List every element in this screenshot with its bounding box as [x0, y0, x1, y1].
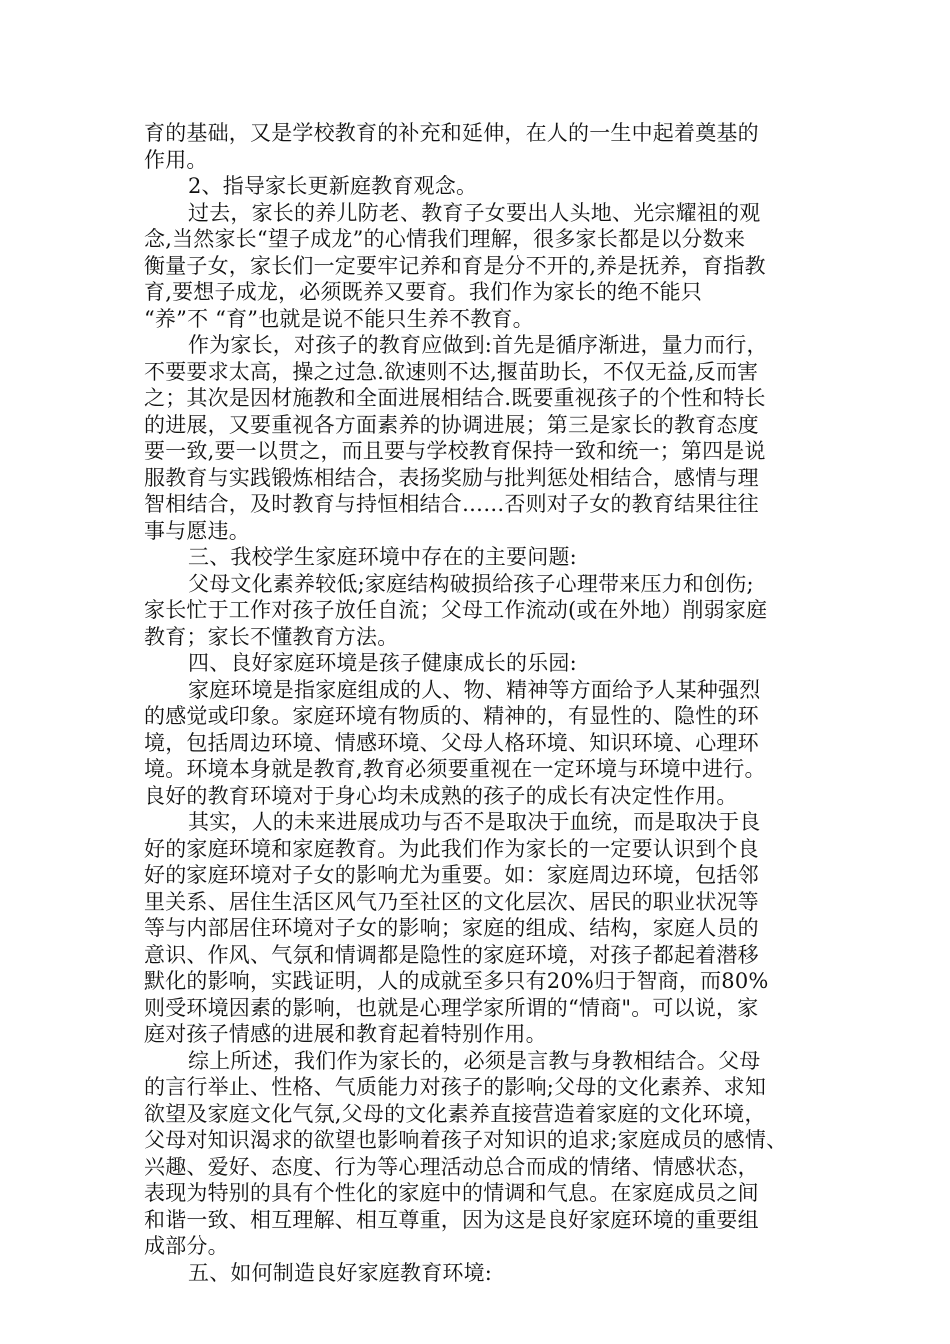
- document-body: [144, 120, 814, 1286]
- text-line: 事与愿违。: [144, 518, 250, 543]
- text-line: 庭对孩子情感的进展和教育起着特别作用。: [144, 1022, 547, 1046]
- text-line: 的进展，又要重视各方面素养的协调进展；第三是家长的教育态度: [144, 412, 759, 437]
- text-line: 衡量子女，家长们一定要牢记养和育是分不开的,养是抚养，育指教: [144, 253, 766, 278]
- text-line: 境，包括周边环境、情感环境、父母人格环境、知识环境、心理环: [144, 730, 759, 755]
- text-line: 境。环境本身就是教育,教育必须要重视在一定环境与环境中进行。: [144, 757, 766, 781]
- text-line: 成部分。: [144, 1234, 229, 1258]
- text-line: 默化的影响，实践证明，人的成就至多只有20%归于智商，而80%: [144, 969, 769, 993]
- text-line: 良好的教育环境对于身心均未成熟的孩子的成长有决定性作用。: [144, 783, 738, 808]
- text-line: “养”不 “育”也就是说不能只生养不教育。: [144, 306, 534, 331]
- text-line: 好的家庭环境和家庭教育。为此我们作为家长的一定要认识到个良: [144, 836, 759, 861]
- text-line: 则受环境因素的影响，也就是心理学家所谓的“情商"。可以说，家: [144, 995, 759, 1020]
- text-line: 里关系、居住生活区风气乃至社区的文化层次、居民的职业状况等: [144, 889, 759, 914]
- text-line: 父母文化素养较低;家庭结构破损给孩子心理带来压力和创伤;: [188, 571, 754, 596]
- text-line: 等与内部居住环境对子女的影响；家庭的组成、结构，家庭人员的: [144, 916, 759, 940]
- text-line: 意识、作风、气氛和情调都是隐性的家庭环境，对孩子都起着潜移: [144, 942, 759, 967]
- text-line: 作为家长，对孩子的教育应做到:首先是循序渐进，量力而行，: [188, 333, 768, 357]
- text-line: 之；其次是因材施教和全面进展相结合.既要重视孩子的个性和特长: [144, 386, 766, 410]
- text-line: 育,要想子成龙，必须既养又要育。我们作为家长的绝不能只: [144, 280, 703, 304]
- text-line: 智相结合，及时教育与持恒相结合……否则对子女的教育结果往往: [144, 492, 759, 516]
- text-line: 要一致,要一以贯之，而且要与学校教育保持一致和统一；第四是说: [144, 439, 766, 463]
- text-line: 三、我校学生家庭环境中存在的主要问题:: [188, 545, 577, 569]
- text-line: 父母对知识渴求的欲望也影响着孩子对知识的追求;家庭成员的感情、: [144, 1128, 788, 1152]
- text-line: 的感觉或印象。家庭环境有物质的、精神的，有显性的、隐性的环: [144, 704, 759, 728]
- text-line: 不要要求太高，操之过急.欲速则不达,揠苗助长，不仅无益,反而害: [144, 359, 759, 384]
- text-line: 过去，家长的养儿防老、教育子女要出人头地、光宗耀祖的观: [188, 200, 761, 225]
- text-line: 其实，人的未来进展成功与否不是取决于血统，而是取决于良: [188, 810, 761, 834]
- text-line: 2、指导家长更新庭教育观念。: [188, 174, 478, 198]
- text-line: 兴趣、爱好、态度、行为等心理活动总合而成的情绪、情感状态，: [144, 1154, 759, 1179]
- text-line: 教育；家长不懂教育方法。: [144, 624, 399, 649]
- text-line: 四、良好家庭环境是孩子健康成长的乐园:: [188, 651, 577, 675]
- text-line: 家长忙于工作对孩子放任自流；父母工作流动(或在外地）削弱家庭: [144, 598, 768, 622]
- text-line: 五、如何制造良好家庭教育环境:: [188, 1260, 493, 1285]
- text-line: 作用。: [144, 147, 208, 172]
- text-line: 念,当然家长“望子成龙”的心情我们理解，很多家长都是以分数来: [144, 227, 746, 251]
- text-line: 表现为特别的具有个性化的家庭中的情调和气息。在家庭成员之间: [144, 1181, 759, 1205]
- text-line: 欲望及家庭文化气氛,父母的文化素养直接营造着家庭的文化环境，: [144, 1101, 766, 1126]
- text-line: 好的家庭环境对子女的影响尤为重要。如：家庭周边环境，包括邻: [144, 863, 759, 887]
- text-line: 和谐一致、相互理解、相互尊重，因为这是良好家庭环境的重要组: [144, 1207, 759, 1232]
- text-line: 的言行举止、性格、气质能力对孩子的影响;父母的文化素养、求知: [144, 1075, 767, 1099]
- text-line: 服教育与实践锻炼相结合，表扬奖励与批判惩处相结合，感情与理: [144, 465, 759, 490]
- text-line: 综上所述，我们作为家长的，必须是言教与身教相结合。父母: [188, 1048, 761, 1073]
- text-line: 育的基础，又是学校教育的补充和延伸，在人的一生中起着奠基的: [144, 121, 759, 145]
- text-line: 家庭环境是指家庭组成的人、物、精神等方面给予人某种强烈: [188, 677, 761, 702]
